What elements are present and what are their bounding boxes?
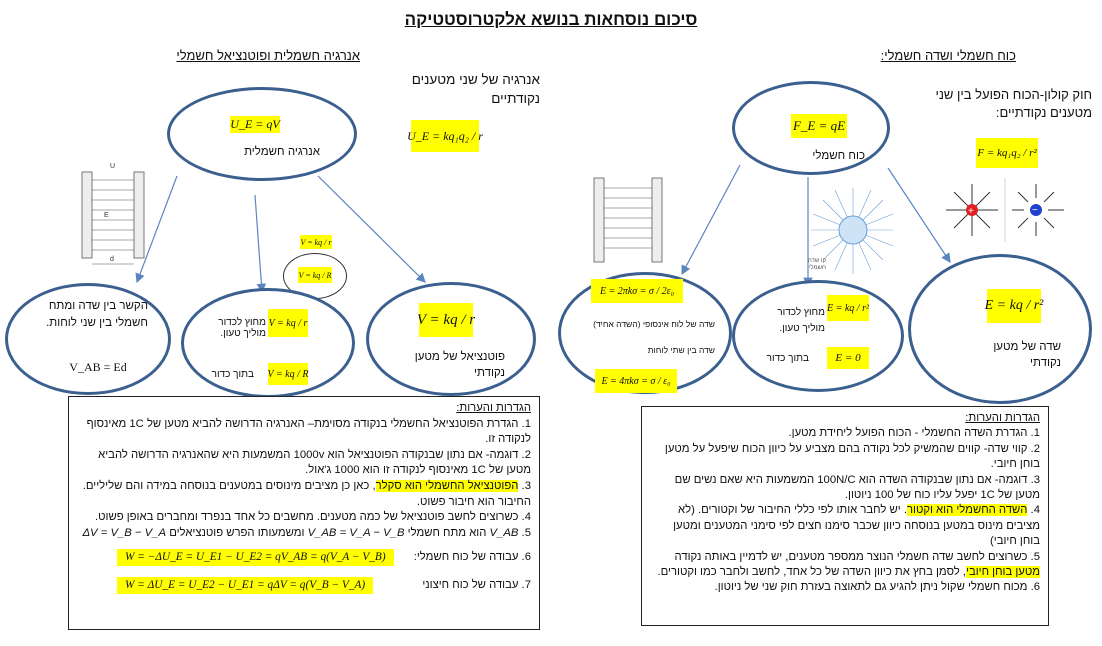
relation-ellipse [5, 283, 171, 395]
sphere-field-outside-label: מחוץ לכדור מוליך טעון. [777, 307, 825, 334]
plates-top-label: U [110, 163, 116, 170]
svg-text:−: − [1032, 205, 1038, 216]
point-potential-formula: V = kq / r [419, 303, 473, 337]
point-field-ellipse [908, 254, 1092, 404]
sphere-potential-inside-formula: V = kq / R [268, 363, 308, 385]
parallel-plates-image [80, 160, 150, 270]
coulomb-label: חוק קולון-הכוח הפועל בין שני מטענים נקודתיים: [935, 87, 1092, 120]
arrow-energy-to-sphere [255, 195, 262, 292]
right-notes-heading: הגדרות והערות: [965, 412, 1040, 424]
relation-formula: V_AB = Ed [69, 359, 127, 374]
left-note-5-dv: ΔV = V_B − V_A [82, 526, 167, 539]
energy-ellipse [167, 87, 357, 181]
left-note-5-vab-def: V_AB = V_A − V_B [307, 526, 405, 539]
sphere-potential-ellipse [181, 288, 355, 398]
page-title: סיכום נוסחאות בנושא אלקטרוסטטיקה [404, 10, 698, 29]
left-note-3-highlight: הפוטנציאל החשמלי הוא סקלר [375, 479, 519, 492]
right-note-6: 6. מכוח חשמלי שקול ניתן להגיע גם לתאוצה בעזרת חוק שני של ניוטון. [714, 581, 1040, 594]
sphere-field-outside-formula: E = kq / r² [827, 295, 869, 321]
svg-text:+: + [968, 206, 974, 217]
sphere-potential-inside-label: בתוך כדור [211, 369, 254, 380]
left-note-5: 5. V_AB הוא מתח חשמלי V_AB = V_A − V_B ומשמעותו הפרש פוטנציאלים ΔV = V_B − V_A [82, 526, 531, 539]
right-note-5: 5. כשרוצים לחשב שדה חשמלי הנוצר ממספר מטענים, יש לדמיין באותה נקודה מטען בוחן חיובי, לסמן בחץ את כיוון השדה של כל אחד, לחשב ולחבר כמו וקטורים. [657, 550, 1040, 579]
left-note-6: 6. עבודה של כוח חשמלי: W = −ΔU_E = U_E1 − U_E2 = qV_AB = q(V_A − V_B) [77, 547, 531, 567]
work-external-formula: W = ΔU_E = U_E2 − U_E1 = qΔV = q(V_B − V_A) [117, 577, 373, 595]
work-electric-formula: W = −ΔU_E = U_E1 − U_E2 = qV_AB = q(V_A − V_B) [117, 549, 394, 567]
sphere-field-inside-label: בתוך כדור [766, 353, 809, 364]
right-note-2: 2. קווי שדה- קווים שהמשיק לכל נקודה בהם מצביע על כיוון הכוח שיפעל על מטען בוחן חיובי. [664, 442, 1040, 471]
point-potential-ellipse [366, 282, 536, 396]
right-notes-box [641, 406, 1049, 626]
plates-middle-label: E [104, 212, 109, 219]
sphere-field-caption: קו שדה חשמלי [807, 258, 826, 271]
sphere-field-ellipse [732, 280, 904, 392]
left-note-2: 2. דוגמה- אם נתון שבנקודה הפוטנציאל הוא 1000v המשמעות היא שהאנרגיה הדרושה להביא מטען של 1C מאינסוף לנקודה זו הוא 1000 ג'אול. [98, 448, 531, 477]
right-section-heading: כוח חשמלי ושדה חשמלי: [880, 48, 1016, 63]
charge-field-image [940, 178, 1070, 242]
right-note-4: 4. השדה החשמלי הוא וקטור. יש לחבר אותו לפי כללי החיבור של וקטורים. (לא מציבים מינוס במטען בנוסחה כיוון שכבר סימנו חצים לפי סימני המטענים ומטען בוחן חיובי) [673, 504, 1040, 548]
force-ellipse [732, 81, 890, 175]
plates-bottom-label: d [110, 256, 114, 263]
right-note-5-highlight: מטען בוחן חיובי [966, 566, 1040, 579]
plates-field-formula-two: E = 4πkσ = σ / ε₀ [595, 369, 677, 393]
plates-field-label-two: שדה בין שתי לוחות [647, 345, 715, 355]
sphere-potential-outside-formula: V = kq / r [268, 309, 308, 337]
sphere-field-inside-formula: E = 0 [827, 347, 869, 369]
point-field-formula: E = kq / r² [987, 289, 1041, 323]
left-note-5-vab: V_AB [489, 526, 519, 539]
left-note-4: 4. כשרוצים לחשב פוטנציאל של כמה מטענים. מחשבים כל אחד בנפרד ומחברים באופן פשוט. [95, 511, 531, 524]
relation-label: הקשר בין שדה ומתח חשמלי בין שני לוחות. [46, 300, 148, 329]
energy-formula: U_E = qV [230, 117, 280, 131]
right-note-3: 3. דוגמה- אם נתון שבנקודה השדה הוא 100N/C המשמעות היא שאם נשים שם מטען של 1C יפעל עליו כוח של 100 ניוטון. [674, 473, 1040, 502]
force-formula: F_E = qE [791, 114, 847, 138]
left-notes-box [68, 396, 540, 630]
point-potential-label: פוטנציאל של מטען נקודתי [414, 351, 505, 379]
left-notes-heading: הגדרות והערות: [456, 402, 531, 414]
point-field-label: שדה של מטען נקודתי [993, 341, 1061, 369]
force-label: כוח חשמלי [812, 150, 865, 162]
coulomb-formula: F = kq₁q₂ / r² [976, 138, 1038, 168]
plates-field-ellipse [558, 272, 732, 394]
arrow-force-to-plates [682, 165, 740, 274]
small-circle-formula: V = kq / R [298, 267, 332, 283]
two-charges-label: אנרגיה של שני מטענים נקודתיים [411, 72, 540, 106]
sphere-potential-outside-label: מחוץ לכדור מוליך טעון. [218, 317, 266, 339]
right-note-4-highlight: השדה החשמלי הוא וקטור [906, 504, 1028, 517]
left-note-3-text: , כאן כן מציבים מינוסים במטענים בנוסחה במידה והם שליליים. החיבור הוא חיבור פשוט. [82, 479, 531, 508]
right-note-1: 1. הגדרת השדה החשמלי - הכוח הפועל ליחידת מטען. [788, 427, 1040, 440]
plates-field-formula-one: E = 2πkσ = σ / 2ε₀ [591, 279, 683, 303]
parallel-plates-image-right [590, 174, 670, 266]
two-charges-formula: U_E = kq₁q₂ / r [411, 120, 479, 152]
left-note-3: 3. הפוטנציאל החשמלי הוא סקלר, כאן כן מציבים מינוסים במטענים בנוסחה במידה והם שליליים. החיבור הוא חיבור פשוט. [82, 479, 531, 508]
plates-field-label-one: שדה של לוח אינסופי (השדה אחיד) [593, 319, 715, 329]
energy-label: אנרגיה חשמלית [244, 146, 320, 158]
left-note-7: 7. עבודה של כוח חיצוני W = ΔU_E = U_E2 − U_E1 = qΔV = q(V_B − V_A) [77, 575, 531, 595]
left-section-heading: אנרגיה חשמלית ופוטנציאל חשמלי [176, 48, 360, 63]
left-note-1: 1. הגדרת הפוטנציאל החשמלי בנקודה מסוימת– האנרגיה הדרושה להביא מטען של 1C מאינסוף לנקודה זו. [86, 417, 531, 446]
small-potential-formula: V = kq / r [300, 235, 332, 249]
